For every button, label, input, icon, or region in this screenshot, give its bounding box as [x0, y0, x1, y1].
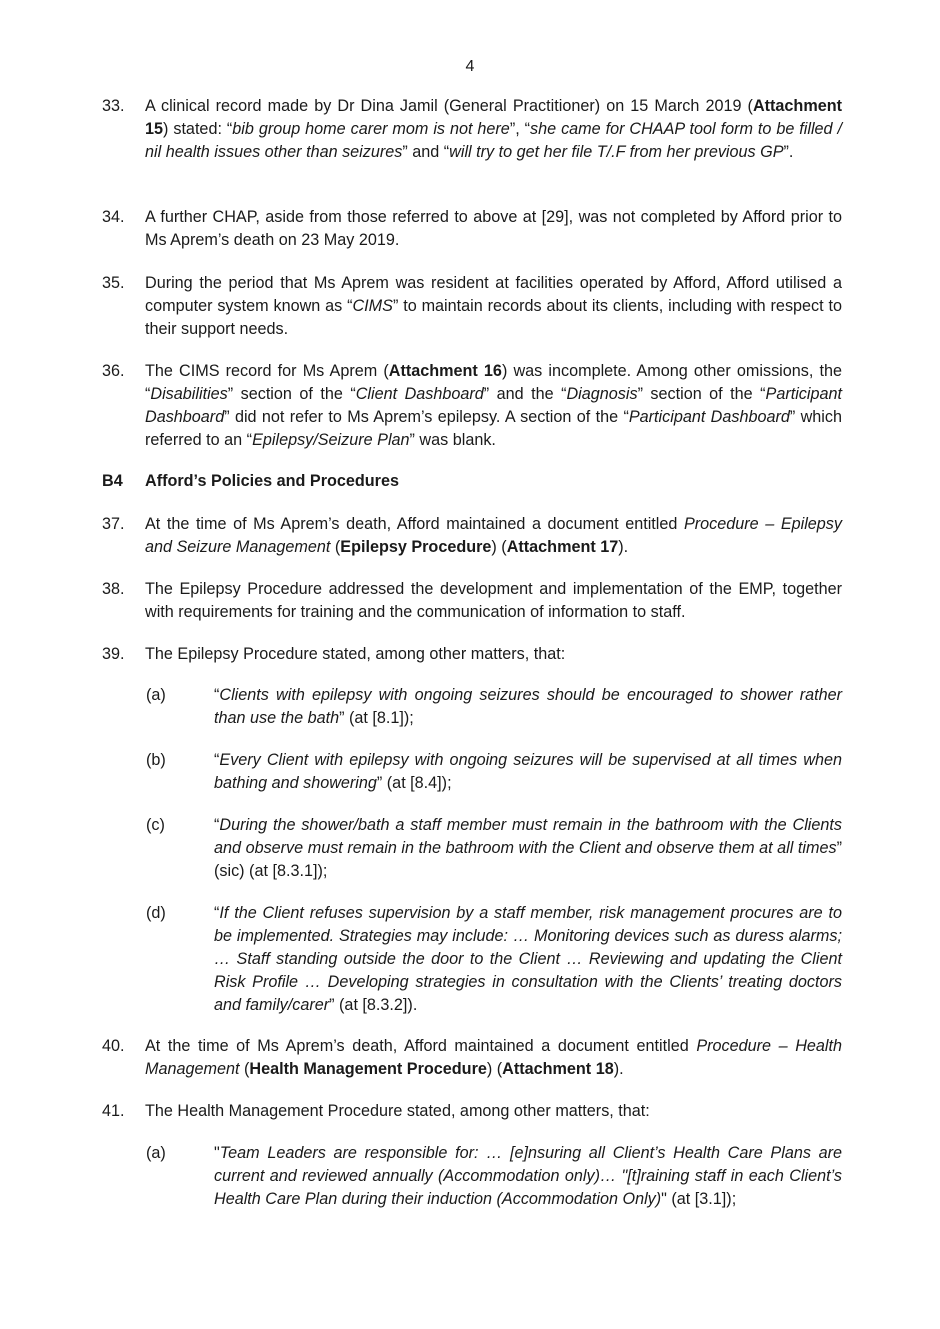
paragraph-39	[102, 643, 842, 666]
subparagraph-label: (a)	[146, 686, 166, 704]
paragraph-number: 33.	[102, 97, 125, 115]
subparagraph-41a	[146, 1142, 842, 1211]
paragraph-number: 41.	[102, 1102, 125, 1120]
quote: bib group home carer mom is not here	[232, 120, 510, 138]
section-heading	[102, 470, 399, 493]
paragraph-text: At the time of Ms Aprem’s death, Afford maintained a document entitled Procedure – Health Management (Health Management Procedure) (Attachment 18).	[145, 1037, 842, 1078]
paragraph-33	[102, 95, 842, 164]
paragraph-number: 35.	[102, 274, 125, 292]
paragraph-number: 39.	[102, 645, 125, 663]
attachment-ref: Attachment 18	[502, 1060, 614, 1078]
subparagraph-39b	[146, 749, 842, 795]
paragraph-number: 40.	[102, 1037, 125, 1055]
paragraph-number: 37.	[102, 515, 125, 533]
paragraph-text: The Epilepsy Procedure addressed the development and implementation of the EMP, together with requirements for training and the communication of information to staff.	[145, 580, 842, 621]
subparagraph-text: "Team Leaders are responsible for: … [e]nsuring all Client’s Health Care Plans are current and reviewed annually (Accommodation only)… "[t]raining staff in each Client’s Health Care Plan during their induction (Accommodation Only)" (at [3.1]);	[214, 1144, 842, 1208]
attachment-ref: Attachment 16	[388, 362, 502, 380]
paragraph-text: The Epilepsy Procedure stated, among other matters, that:	[145, 645, 566, 663]
subparagraph-text: “During the shower/bath a staff member must remain in the bathroom with the Clients and observe must remain in the bathroom with the Client and observe them at all times” (sic) (at [8.3.1]);	[214, 816, 842, 880]
paragraph-text: During the period that Ms Aprem was resident at facilities operated by Afford, Afford utilised a computer system known as “CIMS” to maintain records about its clients, including with respect to their support needs.	[145, 274, 842, 338]
document-title: Procedure – Epilepsy and Seizure Management	[145, 515, 842, 556]
paragraph-text: A clinical record made by Dr Dina Jamil (General Practitioner) on 15 March 2019 (Attachment 15) stated: “bib group home carer mom is not here”, “she came for CHAAP tool form to be filled / nil health issues other than seizures” and “will try to get her file T/.F from her previous GP”.	[145, 97, 843, 161]
quote: will try to get her file T/.F from her previous GP	[449, 143, 784, 161]
subparagraph-text: “Clients with epilepsy with ongoing seizures should be encouraged to shower rather than use the bath” (at [8.1]);	[214, 686, 842, 727]
paragraph-text: A further CHAP, aside from those referred to above at [29], was not completed by Afford prior to Ms Aprem’s death on 23 May 2019.	[145, 208, 842, 249]
paragraph-number: 34.	[102, 208, 125, 226]
paragraph-40	[102, 1035, 842, 1081]
attachment-ref: Attachment 17	[506, 538, 619, 556]
attachment-ref: Attachment 15	[145, 97, 842, 138]
paragraph-text: At the time of Ms Aprem’s death, Afford maintained a document entitled Procedure – Epilepsy and Seizure Management (Epilepsy Procedure) (Attachment 17).	[145, 515, 842, 556]
paragraph-text: The Health Management Procedure stated, among other matters, that:	[145, 1102, 650, 1120]
subparagraph-label: (a)	[146, 1144, 166, 1162]
document-title: Procedure – Health Management	[145, 1037, 842, 1078]
paragraph-number: 38.	[102, 580, 125, 598]
subparagraph-text: “If the Client refuses supervision by a staff member, risk management procures are to be implemented. Strategies may include: … Monitoring devices such as duress alarms; … Staff standing outside the door to the Client … Reviewing and updating the Client Risk Profile … Developing strategies in consultation with the Clients’ treating doctors and family/carer” (at [8.3.2]).	[214, 904, 842, 1014]
system-name: CIMS	[352, 297, 393, 315]
paragraph-38	[102, 578, 842, 624]
paragraph-41	[102, 1100, 842, 1123]
subparagraph-label: (b)	[146, 751, 166, 769]
paragraph-35	[102, 272, 842, 341]
subparagraph-label: (d)	[146, 904, 166, 922]
subparagraph-39d	[146, 902, 842, 1017]
subparagraph-label: (c)	[146, 816, 165, 834]
paragraph-37	[102, 513, 842, 559]
quote: she came for CHAAP tool form to be filled / nil health issues other than seizures	[145, 120, 843, 161]
paragraph-text: The CIMS record for Ms Aprem (Attachment 16) was incomplete. Among other omissions, the “Disabilities” section of the “Client Dashboard” and the “Diagnosis” section of the “Participant Dashboard” did not refer to Ms Aprem’s epilepsy. A section of the “Participant Dashboard” which referred to an “Epilepsy/Seizure Plan” was blank.	[145, 362, 843, 449]
paragraph-36	[102, 360, 842, 452]
section-number: B4	[102, 472, 123, 490]
paragraph-34	[102, 206, 842, 252]
section-title: Afford’s Policies and Procedures	[145, 472, 399, 490]
subparagraph-39c	[146, 814, 842, 883]
page-number: 4	[465, 58, 475, 75]
paragraph-number: 36.	[102, 362, 125, 380]
subparagraph-text: “Every Client with epilepsy with ongoing seizures will be supervised at all times when bathing and showering” (at [8.4]);	[214, 751, 842, 792]
subparagraph-39a	[146, 684, 842, 730]
